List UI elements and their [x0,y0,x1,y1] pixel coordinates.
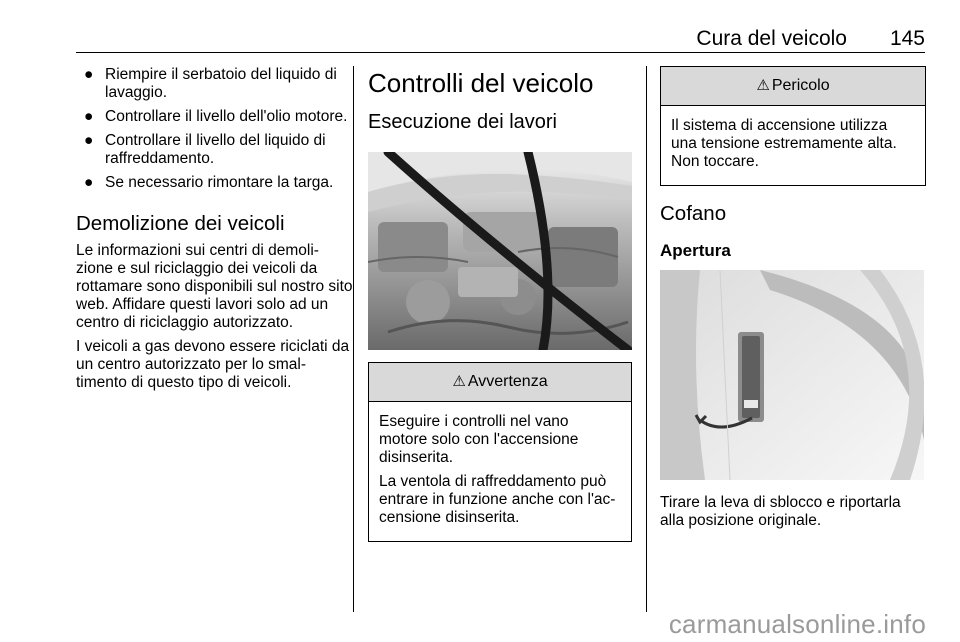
list-item: ● Se necessario rimontare la targa. [84,174,334,191]
paragraph: I veicoli a gas devono essere riciclati da un centro autorizzato per lo smal-timento di questo tipo di veicoli. [76,338,350,391]
warning-title: Avvertenza [467,373,548,390]
page-header [76,24,925,53]
section-heading: Cofano [660,202,727,225]
sub-heading: Apertura [660,241,731,260]
bullet-list [76,66,354,192]
hood-release-photo [660,270,924,480]
warning-box [368,362,632,542]
warning-box-body [369,402,631,541]
warning-box-header [369,363,631,402]
column-right [660,66,926,536]
warning-triangle-icon: ⚠ [756,77,770,94]
column-middle [368,66,632,542]
bullet-icon: ● [84,174,94,191]
paragraph: Le informazioni sui centri di demoli-zione e sul riciclaggio dei veicoli da rottamare sono disponibili sul nostro sito web. Affidare questi lavori solo ad un centro di riciclaggio autorizzato. [76,242,353,331]
section-heading: Esecuzione dei lavori [368,111,557,133]
bullet-icon: ● [84,66,94,83]
paragraph: Eseguire i controlli nel vano motore solo con l'accensione disinserita. [379,413,579,466]
engine-bay-photo [368,152,632,350]
danger-box [660,66,926,186]
paragraph: Il sistema di accensione utilizza una tensione estremamente alta. Non toccare. [671,117,897,170]
list-item: ● Controllare il livello dell'olio motore. [84,108,348,125]
warning-triangle-icon: ⚠ [452,373,466,390]
bullet-icon: ● [84,108,94,125]
list-item: ● Controllare il livello del liquido di raffreddamento. [84,132,326,167]
section-title: Cura del veicolo [696,27,847,50]
caption: Tirare la leva di sblocco e riportarla alla posizione originale. [660,494,901,529]
paragraph: La ventola di raffreddamento può entrare in funzione anche con l'ac-censione disinserita. [379,473,616,526]
danger-box-body [661,106,925,185]
column-divider [646,66,647,612]
page-number: 145 [889,27,925,50]
engine-bay-illustration [368,152,632,350]
danger-title: Pericolo [771,77,830,94]
chapter-title: Controlli del veicolo [368,68,594,98]
danger-box-header [661,67,925,106]
list-item: ● Riempire il serbatoio del liquido di lavaggio. [84,66,337,101]
hood-release-illustration [660,270,924,480]
column-left [76,66,354,398]
watermark: carmanualsonline.info [668,609,926,639]
section-heading: Demolizione dei veicoli [76,212,285,235]
bullet-icon: ● [84,132,94,149]
